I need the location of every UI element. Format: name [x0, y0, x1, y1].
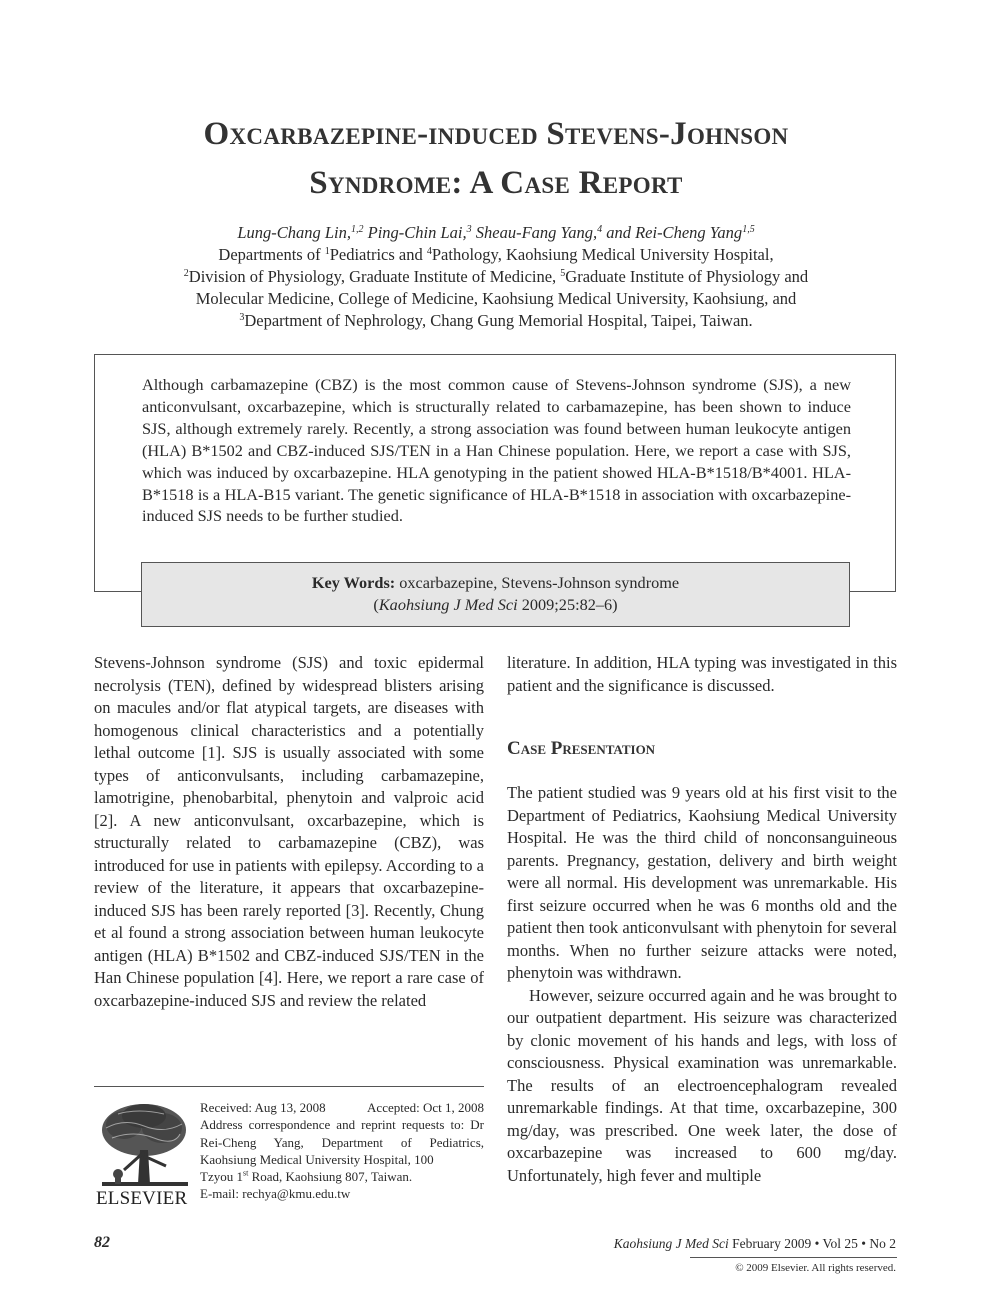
author-name: and Rei-Cheng Yang [602, 223, 743, 242]
title-line-2: Syndrome: A Case Report [309, 165, 683, 201]
footer-divider [690, 1257, 897, 1258]
keywords-text: oxcarbazepine, Stevens-Johnson syndrome [395, 573, 680, 592]
footer-issue: February 2009 • Vol 25 • No 2 [728, 1236, 896, 1251]
author-affil-sup: 1,5 [742, 224, 755, 235]
intro-continued: literature. In addition, HLA typing was investigated in this patient and the significance is discussed. [507, 653, 897, 695]
section-heading-case-presentation: Case Presentation [507, 738, 656, 759]
intro-paragraph: Stevens-Johnson syndrome (SJS) and toxic epidermal necrolysis (TEN), defined by widespread blisters arising on macules and/or flat atypical targets, are diseases with homogenous clinical characteristics and a potentially lethal outcome [1]. SJS is usually associated with some types of anticonvulsants, including carbamazepine, lamotrigine, phenobarbital, phenytoin and valproic acid [2]. A new anticonvulsant, oxcarbazepine, which is structurally related to carbamazepine (CBZ), was introduced for use in patients with epilepsy. According to a review of the literature, it appears that oxcarbazepine-induced SJS has been rarely reported [3]. Recently, Chung et al found a strong association between human leukocyte antigen (HLA) B*1502 and CBZ-induced SJS/TEN in the Han Chinese population [4]. Here, we report a rare case of oxcarbazepine-induced SJS and review the related [94, 653, 484, 1010]
right-column [507, 652, 897, 1187]
correspondence-address: Address correspondence and reprint requests to: Dr Rei-Cheng Yang, Department of Pediatrics, Kaohsiung Medical University Hospital, 100 [200, 1117, 484, 1167]
case-paragraph-2: However, seizure occurred again and he was brought to our outpatient department. His seizure was characterized by clonic movement of his hands and legs, with loss of consciousness. Physical examination was unremarkable. The results of an electroencephalogram revealed unremarkable findings. At that time, oxcarbazepine, 300 mg/day, was prescribed. One week later, the dose of oxcarbazepine was increased to 600 mg/day. Unfortunately, high fever and multiple [507, 985, 897, 1185]
affiliation-line: Molecular Medicine, College of Medicine, Kaohsiung Medical University, Kaohsiung, and [195, 289, 797, 308]
abstract-text: Although carbamazepine (CBZ) is the most common cause of Stevens-Johnson syndrome (SJS), a new anticonvulsant, oxcarbazepine, which is structurally related to carbamazepine, has been shown to induce SJS, although extremely rarely. Recently, a strong association was found between human leukocyte antigen (HLA) B*1502 and CBZ-induced SJS/TEN in a Han Chinese population. Here, we report a case with SJS, which was induced by oxcarbazepine. HLA genotyping in the patient showed HLA-B*1518/B*4001. HLA-B*1518 is a HLA-B15 variant. The genetic significance of HLA-B*1518 in association with oxcarbazepine-induced SJS needs to be further studied. [142, 375, 851, 526]
citation-journal: Kaohsiung J Med Sci [378, 595, 518, 614]
affiliation-line: $^3$Department of Nephrology, Chang Gung Memorial Hospital, Taipei, Taiwan. [239, 311, 753, 330]
title-line-1: Oxcarbazepine-induced Stevens-Johnson [203, 116, 789, 152]
accepted-date: Accepted: Oct 1, 2008 [367, 1100, 484, 1115]
received-date: Received: Aug 13, 2008 [200, 1100, 326, 1115]
copyright: © 2009 Elsevier. All rights reserved. [735, 1262, 896, 1274]
article-title [0, 110, 992, 208]
author-affil-sup: 4 [597, 224, 603, 235]
citation-line: (Kaohsiung J Med Sci 2009;25:82–6) [373, 595, 618, 614]
author-name: Ping-Chin Lai, [363, 223, 467, 242]
running-footer [614, 1236, 896, 1252]
affiliations [0, 244, 992, 332]
keywords-box [141, 562, 850, 627]
dates-row [200, 1099, 484, 1116]
author-affil-sup: 3 [466, 224, 472, 235]
keywords-line [142, 572, 849, 594]
author-name: Lung-Chang Lin, [237, 223, 351, 242]
address-road: Tzyou 1st Road, Kaohsiung 807, Taiwan. [200, 1168, 413, 1185]
author-affil-sup: 1,2 [351, 224, 364, 235]
email: E-mail: rechya@kmu.edu.tw [200, 1186, 351, 1202]
publisher-logo-text: ELSEVIER [96, 1188, 188, 1209]
left-column [94, 652, 484, 1012]
footer-journal: Kaohsiung J Med Sci [613, 1236, 729, 1251]
footnote [200, 1099, 484, 1203]
footnote-divider [94, 1086, 484, 1087]
page-number: 82 [94, 1234, 110, 1251]
affiliation-line: Departments of $^1$Pediatrics and $^4$Pathology, Kaohsiung Medical University Hospital, [218, 245, 774, 264]
author-name: Sheau-Fang Yang, [471, 223, 598, 242]
case-paragraph-1: The patient studied was 9 years old at his first visit to the Department of Pediatrics, Kaohsiung Medical University Hospital. He was the third child of nonconsanguineous parents. Pregnancy, gestation, delivery and birth weight were all normal. His development was unremarkable. His first seizure occurred when he was 6 months old and the patient then took anticonvulsant with phenytoin for several months. When no further seizure attacks were noted, phenytoin was withdrawn. [507, 783, 897, 982]
keywords-label: Key Words: [311, 573, 396, 592]
author-list [0, 222, 992, 244]
affiliation-line: $^2$Division of Physiology, Graduate Institute of Medicine, $^5$Graduate Institute of Physiology and [183, 267, 809, 286]
